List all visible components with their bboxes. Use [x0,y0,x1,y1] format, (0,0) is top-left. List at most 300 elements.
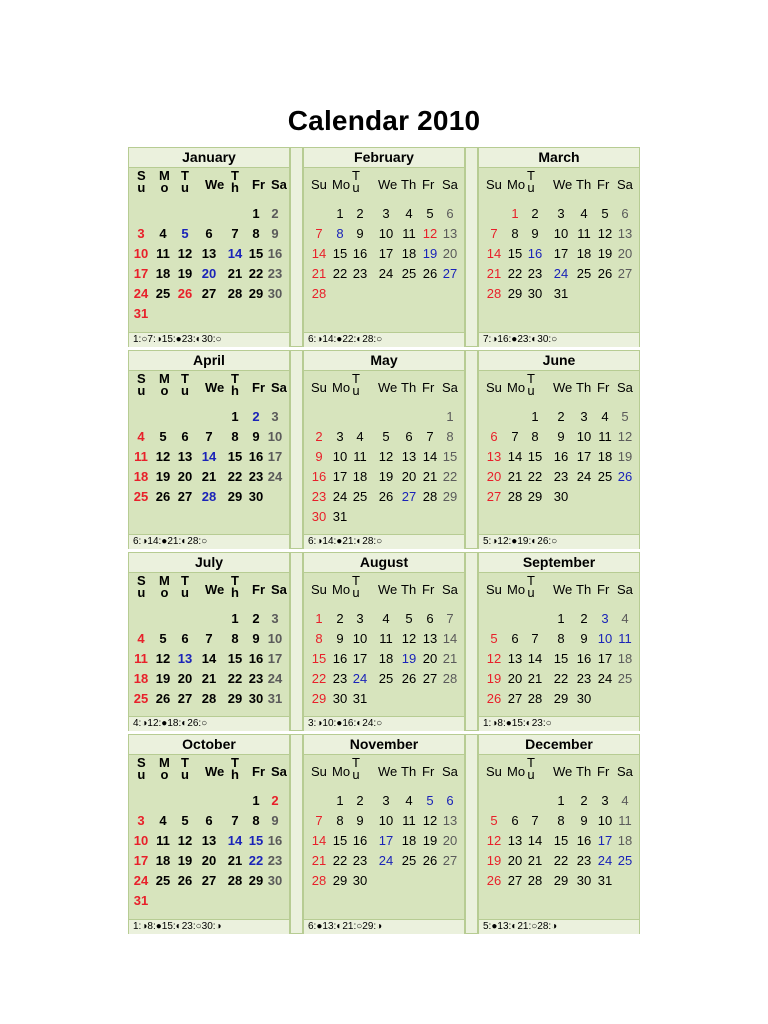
day-cell: 5 [181,813,189,828]
column-separator [290,734,303,934]
day-cell: 29 [248,286,264,301]
weekday-label: We [378,177,398,192]
day-cell: 21 [311,266,327,281]
weekday-label: Sa [442,380,458,395]
day-cell: 30 [267,286,283,301]
day-cell: 26 [378,489,394,504]
day-cell: 13 [401,449,417,464]
day-cell: 1 [446,409,454,424]
day-cell: 18 [401,246,417,261]
day-cell: 22 [442,469,458,484]
day-cell: 15 [527,449,543,464]
day-cell: 5 [426,206,434,221]
day-cell: 2 [557,409,565,424]
day-cell: 10 [133,833,149,848]
day-cell: 24 [332,489,348,504]
day-cell: 18 [133,671,149,686]
moon-phases: 1:○7:◑15:●23:◐30:○ [129,332,289,347]
day-cell: 17 [597,833,613,848]
day-cell: 9 [252,429,260,444]
day-cell: 3 [382,793,390,808]
day-cell: 7 [426,429,434,444]
day-cell: 25 [155,286,171,301]
day-cell: 10 [597,631,613,646]
day-cell: 12 [401,631,417,646]
weekday-label: Mo [332,764,351,779]
day-cell: 3 [356,611,364,626]
day-cell: 25 [133,691,149,706]
day-cell: 20 [422,651,438,666]
day-cell: 11 [134,449,148,464]
day-cell: 1 [252,206,260,221]
day-cell: 14 [422,449,438,464]
day-cell: 29 [227,691,243,706]
day-cell: 9 [531,226,539,241]
day-cell: 3 [557,206,565,221]
day-cell: 4 [580,206,588,221]
weekday-label: Mo [507,582,526,597]
weekday-label: We [378,582,398,597]
month-october [128,734,290,934]
month-name: June [479,351,639,371]
day-cell: 8 [557,813,565,828]
day-cell: 9 [356,813,364,828]
day-cell: 30 [352,873,368,888]
day-cell: 26 [155,489,171,504]
day-cell: 8 [252,226,260,241]
weekday-label: Mo [332,177,351,192]
day-cell: 28 [442,671,458,686]
weekday-label: Mo [507,764,526,779]
day-cell: 6 [511,631,519,646]
day-cell: 25 [155,873,171,888]
day-cell: 30 [267,873,283,888]
weekday-label: Th [401,177,417,192]
day-cell: 11 [134,651,148,666]
day-cell: 6 [405,429,413,444]
day-cell: 15 [248,833,264,848]
day-cell: 19 [422,833,438,848]
day-cell: 22 [227,469,243,484]
day-cell: 3 [271,611,279,626]
day-cell: 21 [201,469,217,484]
day-cell: 3 [137,226,145,241]
day-cell: 11 [402,813,416,828]
month-may [303,350,465,549]
day-cell: 25 [617,671,633,686]
day-cell: 11 [577,226,591,241]
day-cell: 21 [227,853,243,868]
day-cell: 18 [617,833,633,848]
weekday-label: We [378,764,398,779]
day-cell: 8 [336,226,344,241]
month-name: October [129,735,289,755]
day-cell: 16 [248,651,264,666]
day-cell: 6 [446,206,454,221]
day-cell: 23 [527,266,543,281]
weekday-label: T h [231,371,239,398]
weekday-label: Th [576,582,592,597]
day-cell: 14 [527,833,543,848]
moon-phases: 6:◑14:●22:◐28:○ [304,332,464,347]
day-cell: 30 [576,873,592,888]
moon-phases: 5:◑12:●19:◐26:○ [479,534,639,549]
day-cell: 21 [201,671,217,686]
weekday-label: Fr [597,380,610,395]
weekday-label: Mo [332,582,351,597]
day-cell: 26 [155,691,171,706]
day-cell: 27 [177,489,193,504]
day-cell: 15 [553,833,569,848]
weekday-label: T u [527,755,535,782]
weekday-label: T u [352,168,360,195]
day-cell: 13 [201,246,217,261]
weekday-label: We [378,380,398,395]
day-cell: 6 [446,793,454,808]
column-separator [465,147,478,347]
day-cell: 30 [527,286,543,301]
weekday-header [479,371,639,408]
day-cell: 31 [597,873,613,888]
weekday-label: T u [181,371,189,398]
day-cell: 20 [617,246,633,261]
weekday-header [479,168,639,205]
day-cell: 9 [336,631,344,646]
day-cell: 9 [271,226,279,241]
day-cell: 24 [267,469,283,484]
weekday-label: Mo [332,380,351,395]
day-cell: 21 [422,469,438,484]
month-february [303,147,465,347]
day-cell: 12 [378,449,394,464]
weekday-label: M o [159,755,170,782]
day-cell: 28 [227,873,243,888]
weekday-label: S u [137,168,146,195]
day-cell: 30 [332,691,348,706]
weekday-label: Su [486,177,502,192]
moon-phases: 1:◑8:●15:◐23:○30:◑ [129,919,289,934]
day-cell: 2 [580,611,588,626]
day-cell: 26 [617,469,633,484]
weekday-label: Sa [442,764,458,779]
day-cell: 16 [267,833,283,848]
day-cell: 12 [177,246,193,261]
day-cell: 12 [177,833,193,848]
day-cell: 12 [486,651,502,666]
day-cell: 19 [155,469,171,484]
day-cell: 27 [507,873,523,888]
weekday-label: Su [486,582,502,597]
day-cell: 22 [227,671,243,686]
day-cell: 17 [267,651,283,666]
day-cell: 12 [617,429,633,444]
weekday-label: We [553,380,573,395]
day-cell: 19 [177,853,193,868]
moon-phases: 4:◑12:●18:◐26:○ [129,716,289,731]
day-cell: 13 [442,813,458,828]
day-cell: 19 [177,266,193,281]
weekday-header [129,573,289,610]
day-cell: 30 [248,489,264,504]
day-cell: 4 [382,611,390,626]
day-cell: 15 [442,449,458,464]
weekday-label: Fr [252,177,265,192]
day-cell: 21 [442,651,458,666]
weekday-header [129,168,289,205]
day-cell: 4 [621,793,629,808]
day-cell: 23 [576,853,592,868]
day-cell: 16 [576,651,592,666]
month-name: September [479,553,639,573]
day-cell: 5 [601,206,609,221]
weekday-label: Fr [422,177,435,192]
day-cell: 2 [531,206,539,221]
day-cell: 14 [507,449,523,464]
weekday-label: We [205,582,225,597]
day-cell: 17 [133,853,149,868]
day-cell: 16 [332,651,348,666]
day-cell: 22 [332,853,348,868]
day-cell: 14 [227,833,243,848]
day-cell: 27 [507,691,523,706]
day-cell: 29 [332,873,348,888]
day-cell: 29 [227,489,243,504]
weekday-header [129,371,289,408]
day-cell: 22 [248,266,264,281]
day-cell: 4 [137,429,145,444]
day-cell: 24 [576,469,592,484]
day-cell: 14 [227,246,243,261]
day-cell: 19 [155,671,171,686]
day-cell: 23 [267,853,283,868]
day-cell: 1 [336,206,344,221]
weekday-label: Su [311,177,327,192]
day-cell: 8 [231,631,239,646]
day-cell: 28 [527,873,543,888]
day-cell: 18 [576,246,592,261]
day-cell: 11 [618,631,632,646]
day-cell: 1 [252,793,260,808]
day-cell: 18 [155,853,171,868]
weekday-label: Th [576,177,592,192]
day-cell: 15 [227,651,243,666]
month-name: December [479,735,639,755]
day-cell: 17 [576,449,592,464]
day-cell: 21 [527,853,543,868]
weekday-header [479,573,639,610]
day-cell: 28 [201,489,217,504]
weekday-label: S u [137,573,146,600]
weekday-label: Fr [422,764,435,779]
day-cell: 29 [527,489,543,504]
month-august [303,552,465,731]
day-cell: 21 [507,469,523,484]
day-cell: 19 [401,651,417,666]
moon-phases: 3:◑10:●16:◐24:○ [304,716,464,731]
day-cell: 25 [133,489,149,504]
day-cell: 2 [271,793,279,808]
weekday-label: T h [231,168,239,195]
weekday-label: Th [576,764,592,779]
day-cell: 29 [553,691,569,706]
day-cell: 25 [352,489,368,504]
day-cell: 29 [442,489,458,504]
day-cell: 13 [442,226,458,241]
day-cell: 2 [252,409,260,424]
day-cell: 24 [597,853,613,868]
day-cell: 28 [507,489,523,504]
moon-phases: 6:●13:◐21:○29:◑ [304,919,464,934]
weekday-label: Th [401,582,417,597]
day-cell: 2 [356,793,364,808]
day-cell: 24 [133,873,149,888]
day-cell: 10 [553,226,569,241]
day-cell: 6 [426,611,434,626]
weekday-label: M o [159,168,170,195]
day-cell: 5 [490,813,498,828]
moon-phases: 1:◑8:●15:◐23:○ [479,716,639,731]
day-cell: 7 [446,611,454,626]
day-cell: 28 [227,286,243,301]
day-cell: 11 [156,246,170,261]
day-cell: 7 [315,226,323,241]
day-cell: 18 [617,651,633,666]
day-cell: 25 [378,671,394,686]
day-cell: 23 [311,489,327,504]
day-cell: 23 [576,671,592,686]
weekday-label: Sa [617,764,633,779]
day-cell: 10 [597,813,613,828]
weekday-label: T u [352,573,360,600]
day-cell: 17 [267,449,283,464]
day-cell: 3 [601,611,609,626]
day-cell: 9 [580,631,588,646]
weekday-label: Sa [271,582,287,597]
day-cell: 20 [442,246,458,261]
moon-phases: 6:◑14:●21:◐28:○ [129,534,289,549]
weekday-label: T u [352,371,360,398]
day-cell: 20 [177,671,193,686]
day-cell: 23 [352,853,368,868]
day-cell: 5 [159,429,167,444]
weekday-label: We [553,764,573,779]
day-cell: 23 [267,266,283,281]
weekday-header [304,573,464,610]
weekday-header [304,371,464,408]
day-cell: 16 [553,449,569,464]
day-cell: 22 [332,266,348,281]
day-cell: 13 [617,226,633,241]
day-cell: 20 [442,833,458,848]
weekday-label: Sa [617,582,633,597]
day-cell: 8 [511,226,519,241]
day-cell: 28 [527,691,543,706]
day-cell: 3 [336,429,344,444]
day-cell: 31 [133,893,149,908]
month-april [128,350,290,549]
day-cell: 17 [332,469,348,484]
month-july [128,552,290,731]
weekday-label: T u [352,755,360,782]
day-cell: 20 [201,853,217,868]
day-cell: 11 [618,813,632,828]
day-cell: 1 [231,409,239,424]
month-name: July [129,553,289,573]
weekday-label: T u [181,573,189,600]
moon-phases: 5:●13:◐21:○28:◑ [479,919,639,934]
day-cell: 4 [137,631,145,646]
day-cell: 26 [486,873,502,888]
weekday-label: Sa [271,380,287,395]
day-cell: 17 [597,651,613,666]
day-cell: 18 [401,833,417,848]
day-cell: 8 [531,429,539,444]
weekday-label: Su [486,764,502,779]
weekday-label: Th [401,764,417,779]
weekday-label: Su [311,764,327,779]
month-name: May [304,351,464,371]
day-cell: 6 [490,429,498,444]
month-name: April [129,351,289,371]
day-cell: 7 [511,429,519,444]
day-cell: 19 [597,246,613,261]
weekday-label: T h [231,573,239,600]
weekday-label: We [205,380,225,395]
day-cell: 14 [311,833,327,848]
month-june [478,350,640,549]
day-cell: 2 [271,206,279,221]
weekday-header [304,755,464,792]
weekday-label: Sa [617,177,633,192]
day-cell: 16 [352,246,368,261]
weekday-label: We [553,177,573,192]
day-cell: 2 [580,793,588,808]
day-cell: 10 [378,226,394,241]
day-cell: 26 [422,266,438,281]
day-cell: 6 [205,226,213,241]
day-cell: 24 [352,671,368,686]
weekday-label: S u [137,371,146,398]
day-cell: 24 [133,286,149,301]
day-cell: 27 [486,489,502,504]
day-cell: 15 [332,246,348,261]
day-cell: 15 [248,246,264,261]
weekday-label: Mo [507,380,526,395]
day-cell: 14 [311,246,327,261]
month-january [128,147,290,347]
month-november [303,734,465,934]
day-cell: 5 [426,793,434,808]
day-cell: 27 [201,286,217,301]
day-cell: 20 [201,266,217,281]
day-cell: 13 [201,833,217,848]
day-cell: 5 [405,611,413,626]
weekday-label: Fr [252,764,265,779]
day-cell: 29 [311,691,327,706]
day-cell: 16 [248,449,264,464]
day-cell: 20 [507,853,523,868]
day-cell: 16 [267,246,283,261]
weekday-label: Sa [617,380,633,395]
day-cell: 7 [205,631,213,646]
weekday-label: Fr [252,380,265,395]
day-cell: 19 [486,671,502,686]
day-cell: 9 [271,813,279,828]
day-cell: 22 [311,671,327,686]
day-cell: 26 [422,853,438,868]
day-cell: 18 [133,469,149,484]
day-cell: 10 [378,813,394,828]
